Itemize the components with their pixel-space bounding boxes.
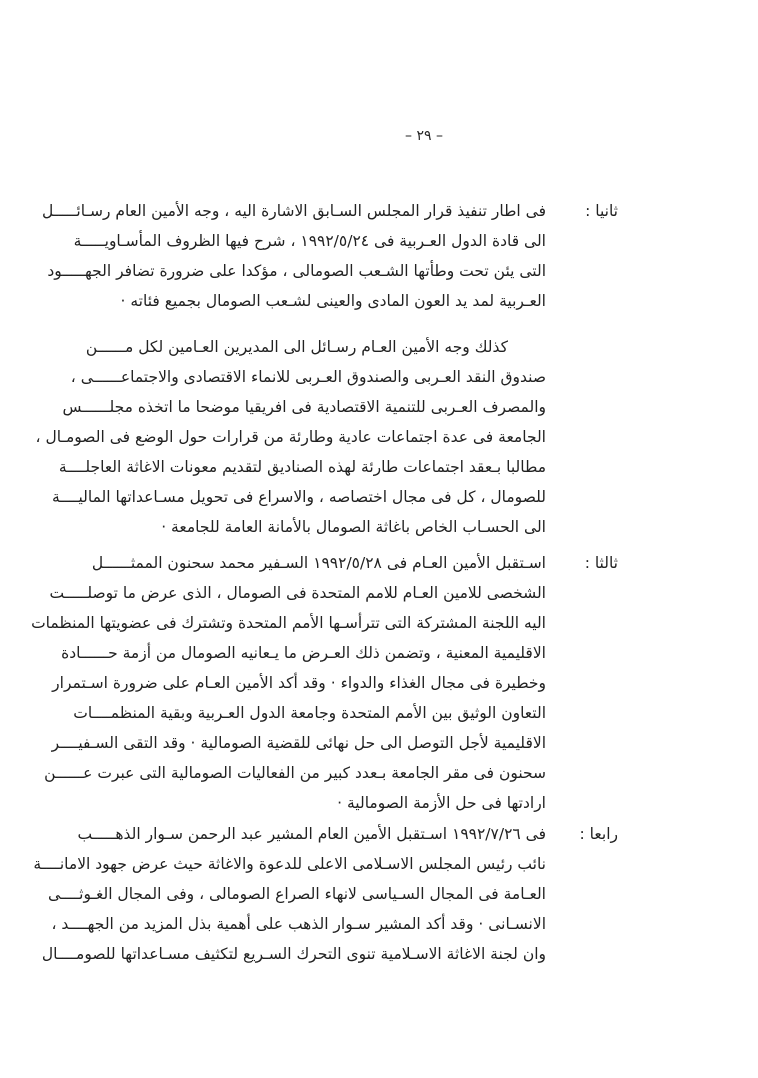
text-line: التى يئن تحت وطأتها الشـعب الصومالى ، مؤكدا على ضرورة تضافر الجهـــــود <box>47 262 546 280</box>
text-line: سحنون فى مقر الجامعة بـعدد كبير من الفعاليات الصومالية التى عبرت عــــــن <box>44 764 546 782</box>
paragraph-second-continuation <box>35 332 618 542</box>
text-line: العـامة فى المجال السـياسى لانهاء الصراع الصومالى ، وفى المجال الغـوثــــى <box>48 885 546 903</box>
paragraph-text <box>33 819 546 969</box>
text-line: ارادتها فى حل الأزمة الصومالية · <box>337 794 546 812</box>
text-line: التعاون الوثيق بين الأمم المتحدة وجامعة الدول العـربية وبقية المنظمــــات <box>73 704 546 722</box>
paragraph-text <box>41 196 546 316</box>
text-line: الاقليمية المعنية ، وتضمن ذلك العـرض ما يـعانيه الصومال من أزمة حــــــادة <box>61 644 546 662</box>
paragraph-text <box>31 548 546 818</box>
text-line: الى قادة الدول العـربية فى ١٩٩٢/٥/٢٤ ، شرح فيها الظروف المأسـاويـــــة <box>73 232 546 250</box>
text-line: فى اطار تنفيذ قرار المجلس السـابق الاشارة اليه ، وجه الأمين العام رسـائـــــل <box>41 202 546 220</box>
paragraph-text <box>35 332 546 542</box>
document-body <box>31 196 618 969</box>
text-line: صندوق النقد العـربى والصندوق العـربى للانماء الاقتصادى والاجتماعــــــى ، <box>70 368 546 386</box>
text-line: مطالبا بـعقد اجتماعات طارئة لهذه الصناديق لتقديم معونات الاغاثة العاجلــــة <box>58 458 546 476</box>
text-line: الجامعة فى عدة اجتماعات عادية وطارئة من قرارات حول الوضع فى الصومـال ، <box>35 428 546 446</box>
text-line: الانسـانى · وقد أكد المشير سـوار الذهب على أهمية بذل المزيد من الجهــــد ، <box>51 915 546 933</box>
paragraph-label: ثانيا : <box>585 202 618 220</box>
text-line: اسـتقبل الأمين العـام فى ١٩٩٢/٥/٢٨ السـفير محمد سحنون الممثــــــل <box>91 554 546 572</box>
text-line: نائب رئيس المجلس الاسـلامى الاعلى للدعوة والاغاثة حيث عرض جهود الامانــــة <box>33 855 546 873</box>
paragraph-second <box>41 196 618 316</box>
text-line: الى الحسـاب الخاص باغاثة الصومال بالأمانة العامة للجامعة · <box>161 518 546 536</box>
text-line: وان لجنة الاغاثة الاسـلامية تنوى التحرك السـريع لتكثيف مسـاعداتها للصومــــال <box>41 945 546 963</box>
text-line: اليه اللجنة المشتركة التى تترأسـها الأمم المتحدة وتشترك فى عضويتها المنظمات <box>31 614 546 632</box>
paragraph-label: ثالثا : <box>584 554 618 572</box>
text-line: وخطيرة فى مجال الغذاء والدواء · وقد أكد الأمين العـام على ضرورة اسـتمرار <box>52 674 546 692</box>
paragraph-third <box>31 548 618 818</box>
paragraph-label: رابعا : <box>579 825 618 843</box>
text-line: للصومال ، كل فى مجال اختصاصه ، والاسراع فى تحويل مسـاعداتها الماليــــة <box>51 488 546 506</box>
paragraph-fourth <box>33 819 618 969</box>
text-line: الشخصى للامين العـام للامم المتحدة فى الصومال ، الذى عرض ما توصلـــــت <box>49 584 546 602</box>
text-line: العـربية لمد يد العون المادى والعينى لشـعب الصومال بجميع فئاته · <box>120 292 546 310</box>
text-line: الاقليمية لأجل التوصل الى حل نهائى للقضية الصومالية · وقد التقى السـفيــــر <box>51 734 546 752</box>
paragraph-label <box>546 332 618 542</box>
page-number: – ٢٩ – <box>405 128 443 144</box>
text-line: كذلك وجه الأمين العـام رسـائل الى المديرين العـامين لكل مــــــن <box>85 338 508 356</box>
text-line: والمصرف العـربى للتنمية الاقتصادية فى افريقيا موضحا ما اتخذه مجلــــــس <box>62 398 546 416</box>
text-line: فى ١٩٩٢/٧/٢٦ اسـتقبل الأمين العام المشير عبد الرحمن سـوار الذهـــــب <box>77 825 546 843</box>
